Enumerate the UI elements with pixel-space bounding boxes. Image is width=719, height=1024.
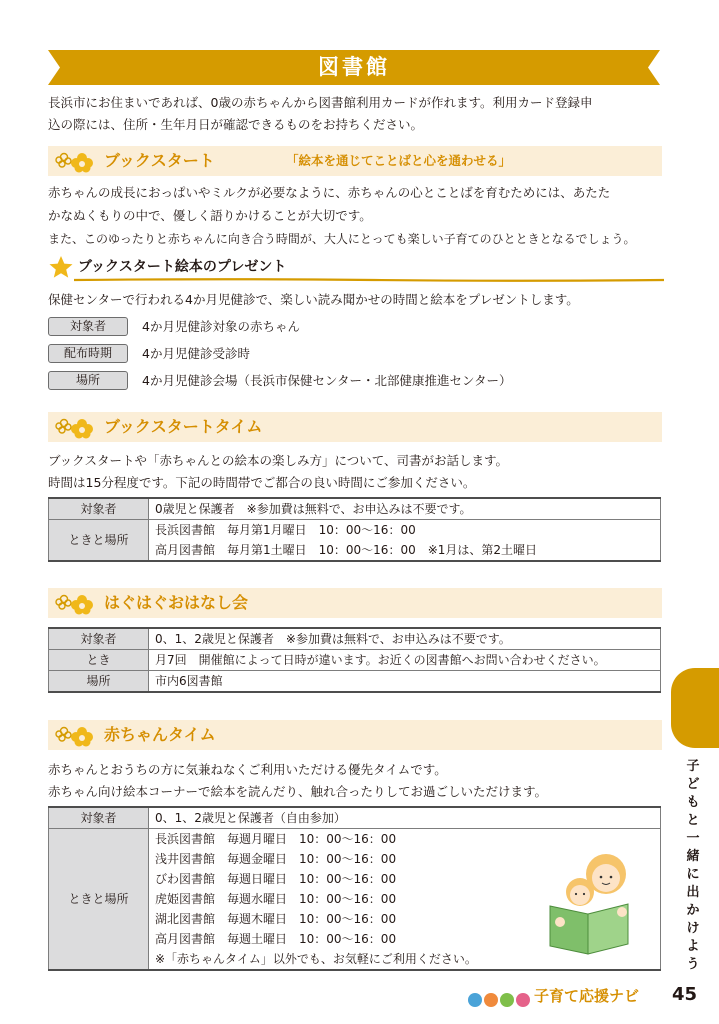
subheader-present-title: ブックスタート絵本のプレゼント: [78, 259, 287, 275]
table-row: [49, 628, 661, 650]
section-title-hagu: はぐはぐおはなし会: [104, 593, 249, 612]
side-label-char: う: [686, 957, 700, 972]
section-title-bstime: ブックスタートタイム: [104, 417, 263, 436]
table-key: とき: [49, 650, 149, 671]
table-row: [49, 807, 661, 829]
bookstart-line-3: また、このゆったりと赤ちゃんに向き合う時間が、大人にとっても楽しい子育てのひとときとなるでしょう。: [48, 232, 636, 246]
underline-decoration: [74, 278, 664, 282]
akachan-line-1: 赤ちゃんとおうちの方に気兼ねなくご利用いただける優先タイムです。: [48, 762, 447, 777]
side-label-char: に: [686, 867, 700, 882]
flower-icon: [54, 415, 98, 439]
table-value: 市内6図書館: [149, 671, 661, 693]
footer-brand: 子育て応援ナビ: [534, 987, 640, 1005]
bookstart-line-1: 赤ちゃんの成長におっぱいやミルクが必要なように、赤ちゃんの心とことばを育むためには、あたた: [48, 185, 611, 200]
page-title-banner: [48, 50, 660, 85]
present-target-value: 4か月児健診対象の赤ちゃん: [142, 319, 300, 334]
section-subtitle-bookstart: 「絵本を通じてことばと心を通わせる」: [286, 153, 512, 168]
table-row: [49, 498, 661, 520]
section-title-bookstart: ブックスタート: [104, 151, 215, 170]
side-label-char: ど: [686, 777, 700, 792]
table-value: 0、1、2歳児と保護者 ※参加費は無料で、お申込みは不要です。: [149, 628, 661, 650]
bstime-line-1: ブックスタートや「赤ちゃんとの絵本の楽しみ方」について、司書がお話します。: [48, 453, 509, 468]
akachan-line-2: 赤ちゃん向け絵本コーナーで絵本を読んだり、触れ合ったりしてお過ごしいただけます。: [48, 784, 548, 799]
flower-icon: [54, 149, 98, 173]
brand-dot-icon: [516, 993, 530, 1007]
brand-logo-dots: [468, 989, 532, 1008]
bookstart-line-2: かなぬくもりの中で、優しく語りかけることが大切です。: [48, 208, 372, 223]
schedule-line: 高月図書館 毎月第1土曜日 10：00～16：00 ※1月は、第2土曜日: [155, 543, 538, 557]
schedule-line: びわ図書館 毎週日曜日 10：00～16：00: [155, 872, 397, 886]
side-label-char: も: [686, 795, 700, 810]
bstime-table: [48, 497, 661, 562]
side-label-char: 一: [686, 831, 700, 846]
present-target-label: 対象者: [48, 317, 128, 336]
page-number: 45: [672, 984, 698, 1005]
schedule-line: 長浜図書館 毎週月曜日 10：00～16：00: [155, 832, 397, 846]
flower-icon: [54, 723, 98, 747]
present-place-label: 場所: [48, 371, 128, 390]
present-line: 保健センターで行われる4か月児健診で、楽しい読み聞かせの時間と絵本をプレゼントします。: [48, 292, 579, 307]
table-key: 対象者: [49, 498, 149, 520]
table-value: 0、1、2歳児と保護者（自由参加）: [149, 807, 661, 829]
page-title: 図書館: [318, 55, 390, 79]
table-value: 0歳児と保護者 ※参加費は無料で、お申込みは不要です。: [149, 498, 661, 520]
star-icon: [48, 255, 74, 279]
side-label-char: 子: [686, 759, 700, 774]
present-period-label: 配布時期: [48, 344, 128, 363]
flower-icon: [54, 591, 98, 615]
side-label-char: か: [686, 903, 700, 918]
side-label-char: と: [686, 813, 700, 828]
table-value: [149, 520, 661, 562]
table-key: 対象者: [49, 628, 149, 650]
brand-dot-icon: [468, 993, 482, 1007]
table-key: 場所: [49, 671, 149, 693]
schedule-note: ※「赤ちゃんタイム」以外でも、お気軽にご利用ください。: [155, 952, 477, 966]
table-row: [49, 520, 661, 562]
schedule-line: 高月図書館 毎週土曜日 10：00～16：00: [155, 932, 397, 946]
present-place-value: 4か月児健診会場（長浜市保健センター・北部健康推進センター）: [142, 373, 512, 388]
section-title-akachan: 赤ちゃんタイム: [104, 725, 216, 744]
intro-line-1: 長浜市にお住まいであれば、0歳の赤ちゃんから図書館利用カードが作れます。利用カード登録申: [48, 95, 593, 110]
table-value: 月7回 開催館によって日時が違います。お近くの図書館へお問い合わせください。: [149, 650, 661, 671]
subheader-present: [48, 255, 664, 281]
section-header-bookstart: [48, 146, 662, 176]
side-label-char: 出: [686, 885, 700, 900]
side-label-char: よ: [686, 939, 700, 954]
brand-dot-icon: [484, 993, 498, 1007]
table-key: 対象者: [49, 807, 149, 829]
schedule-line: 浅井図書館 毎週金曜日 10：00～16：00: [155, 852, 397, 866]
schedule-line: 長浜図書館 毎月第1月曜日 10：00～16：00: [155, 523, 416, 537]
side-tab: [671, 668, 719, 748]
section-header-akachan: [48, 720, 662, 750]
schedule-line: 虎姫図書館 毎週水曜日 10：00～16：00: [155, 892, 397, 906]
table-key: ときと場所: [49, 829, 149, 971]
intro-line-2: 込の際には、住所・生年月日が確認できるものをお持ちください。: [48, 117, 424, 132]
present-period-value: 4か月児健診受診時: [142, 346, 250, 361]
table-row: [49, 650, 661, 671]
section-header-bstime: [48, 412, 662, 442]
hagu-table: [48, 627, 661, 693]
brand-dot-icon: [500, 993, 514, 1007]
side-label-char: け: [686, 921, 700, 936]
schedule-line: 湖北図書館 毎週木曜日 10：00～16：00: [155, 912, 397, 926]
section-header-hagu: [48, 588, 662, 618]
table-row: [49, 671, 661, 693]
reading-illustration: [540, 848, 640, 958]
side-label-char: 緒: [686, 849, 700, 864]
bstime-line-2: 時間は15分程度です。下記の時間帯でご都合の良い時間にご参加ください。: [48, 475, 476, 490]
side-label: [681, 758, 705, 974]
table-key: ときと場所: [49, 520, 149, 562]
